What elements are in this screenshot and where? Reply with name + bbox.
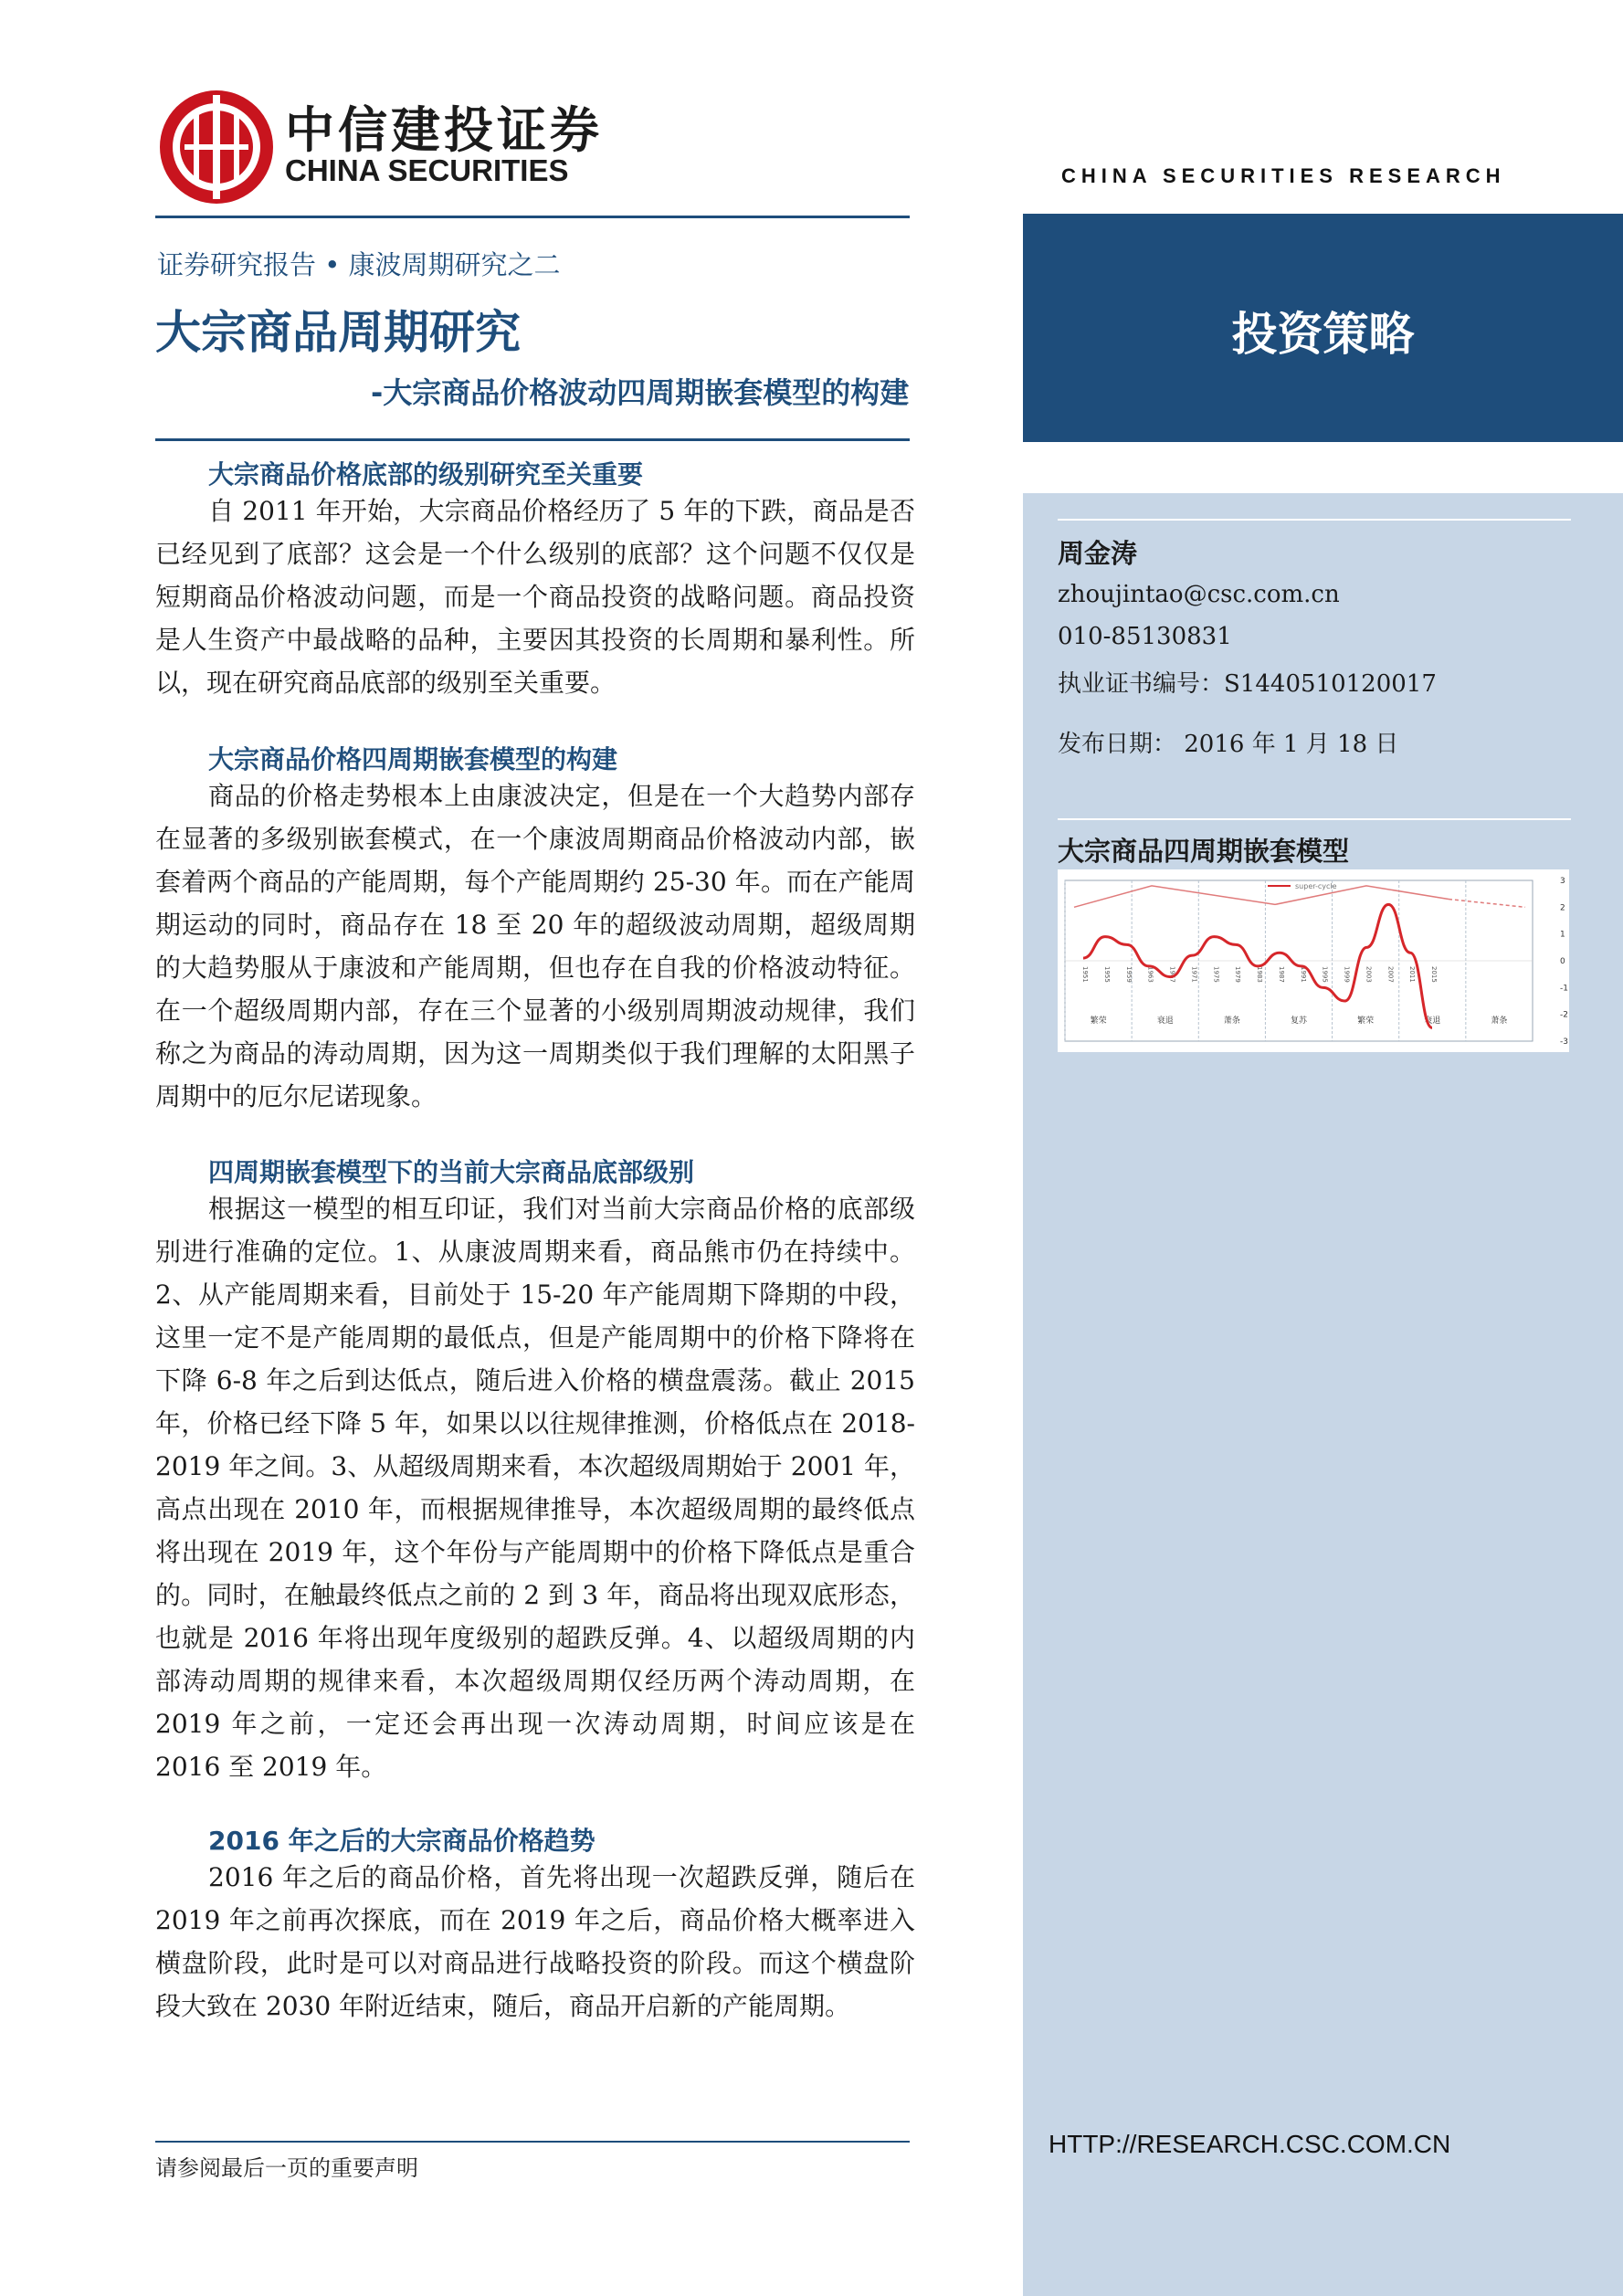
phase-label: 衰退 [1424, 1016, 1441, 1026]
header-rule [155, 216, 910, 218]
website-link[interactable]: HTTP://RESEARCH.CSC.COM.CN [1049, 2130, 1451, 2158]
x-tick-label: 1999 [1343, 966, 1351, 983]
x-tick-label: 1983 [1256, 966, 1263, 983]
report-series: 证券研究报告 • 康波周期研究之二 [157, 249, 561, 280]
research-tag: CHINA SECURITIES RESEARCH [1061, 164, 1506, 187]
author-license: 执业证书编号：S1440510120017 [1058, 670, 1437, 698]
author-email[interactable]: zhoujintao@csc.com.cn [1058, 581, 1340, 608]
x-tick-label: 2007 [1386, 966, 1395, 983]
phase-label: 萧条 [1491, 1016, 1508, 1026]
x-tick-label: 2011 [1408, 966, 1417, 983]
trend-arrow-dashed [1449, 900, 1525, 908]
x-tick-label: 1955 [1102, 966, 1111, 983]
x-tick-label: 1967 [1168, 966, 1176, 983]
sidebar-background [1023, 493, 1623, 2296]
section-heading: 四周期嵌套模型下的当前大宗商品底部级别 [208, 1157, 695, 1187]
section-heading: 大宗商品价格四周期嵌套模型的构建 [208, 744, 618, 774]
x-tick-label: 1991 [1299, 966, 1307, 983]
section-heading: 2016 年之后的大宗商品价格趋势 [208, 1826, 595, 1856]
x-tick-label: 2003 [1365, 966, 1373, 983]
phase-label: 衰退 [1156, 1016, 1174, 1026]
y-tick-label: -1 [1560, 984, 1568, 994]
phase-label: 繁荣 [1357, 1016, 1375, 1026]
y-tick-label: 2 [1560, 903, 1565, 913]
section-body: 2016 年之后的商品价格，首先将出现一次超跌反弹，随后在 2019 年之前再次探底，而在 2019 年之后，商品价格大概率进入横盘阶段，此时是可以对商品进行战略投资的阶段。而这个横盘阶段大致在 2030 年附近结束，随后，商品开启新的产能周期。 [155, 1862, 915, 2021]
phase-label: 繁荣 [1090, 1016, 1107, 1026]
publish-date: 发布日期： 2016 年 1 月 18 日 [1058, 731, 1399, 758]
page-title: 大宗商品周期研究 [155, 306, 521, 359]
sidebar-divider [1058, 519, 1571, 521]
trend-arrow [1074, 886, 1449, 907]
x-tick-label: 1951 [1081, 966, 1089, 983]
x-tick-label: 1963 [1146, 966, 1154, 983]
author-phone: 010-85130831 [1058, 623, 1232, 650]
x-tick-label: 2015 [1430, 966, 1438, 983]
section-body: 商品的价格走势根本上由康波决定，但是在一个大趋势内部存在显著的多级别嵌套模式，在一个康波周期商品价格波动内部，嵌套着两个商品的产能周期，每个产能周期约 25-30 年。而在产能周期运动的同时，商品存在 18 至 20 年的超级波动周期，超级周期的大趋势服从于康波和产能周期，但也存在自我的价格波动特征。在一个超级周期内部，存在三个显著的小级别周期波动规律，我们称之为商品的涛动周期，因为这一周期类似于我们理解的太阳黑子周期中的厄尔尼诺现象。 [155, 781, 915, 1111]
footer-rule [155, 2141, 910, 2143]
legend-label: super-cycle [1295, 882, 1337, 890]
page-subtitle: -大宗商品价格波动四周期嵌套模型的构建 [371, 375, 910, 410]
report-category: 投资策略 [1231, 308, 1415, 361]
cycle-chart-svg [1058, 869, 1569, 1052]
y-tick-label: -2 [1560, 1010, 1568, 1020]
phase-label: 萧条 [1223, 1016, 1240, 1026]
chart-title: 大宗商品四周期嵌套模型 [1058, 836, 1350, 867]
x-tick-label: 1987 [1277, 966, 1285, 983]
y-tick-label: 0 [1560, 957, 1565, 966]
section-heading: 大宗商品价格底部的级别研究至关重要 [208, 459, 644, 490]
y-tick-label: 1 [1560, 930, 1565, 940]
y-tick-label: -3 [1560, 1037, 1568, 1047]
company-logo [157, 88, 276, 206]
sidebar-divider [1058, 818, 1571, 820]
cycle-chart [1058, 869, 1569, 1052]
x-tick-label: 1975 [1212, 966, 1220, 983]
x-tick-label: 1979 [1234, 966, 1242, 983]
brand-name-en: CHINA SECURITIES [285, 153, 569, 187]
y-tick-label: 3 [1560, 877, 1565, 886]
phase-label: 复苏 [1290, 1016, 1308, 1026]
x-tick-label: 1995 [1321, 966, 1329, 983]
section-body: 自 2011 年开始，大宗商品价格经历了 5 年的下跌，商品是否已经见到了底部？这会是一个什么级别的底部？这个问题不仅仅是短期商品价格波动问题，而是一个商品投资的战略问题。商品投资是人生资产中最战略的品种，主要因其投资的长周期和暴利性。所以，现在研究商品底部的级别至关重要。 [155, 496, 915, 698]
brand-name-cn: 中信建投证券 [285, 101, 603, 159]
x-tick-label: 1959 [1124, 966, 1133, 983]
disclaimer-note: 请参阅最后一页的重要声明 [155, 2155, 418, 2181]
section-body: 根据这一模型的相互印证，我们对当前大宗商品价格的底部级别进行准确的定位。1、从康波周期来看，商品熊市仍在持续中。2、从产能周期来看，目前处于 15-20 年产能周期下降期的中段，这里一定不是产能周期的最低点，但是产能周期中的价格下降将在下降 6-8 年之后到达低点，随后进入价格的横盘震荡。截止 2015 年，价格已经下降 5 年，如果以以往规律推测，价格低点在 2018-2019 年之间。3、从超级周期来看，本次超级周期始于 2001 年，高点出现在 2010 年，而根据规律推导，本次超级周期的最终低点将出现在 2019 年，这个年份与产能周期中的价格下降低点是重合的。同时，在触最终低点之前的 2 到 3 年，商品将出现双底形态，也就是 2016 年将出现年度级别的超跌反弹。4、以超级周期的内部涛动周期的规律来看，本次超级周期仅经历两个涛动周期，在 2019 年之前，一定还会再出现一次涛动周期，时间应该是在 2016 至 2019 年。 [155, 1194, 915, 1782]
title-rule [155, 438, 910, 441]
x-tick-label: 1971 [1190, 966, 1198, 983]
author-name: 周金涛 [1058, 538, 1138, 569]
